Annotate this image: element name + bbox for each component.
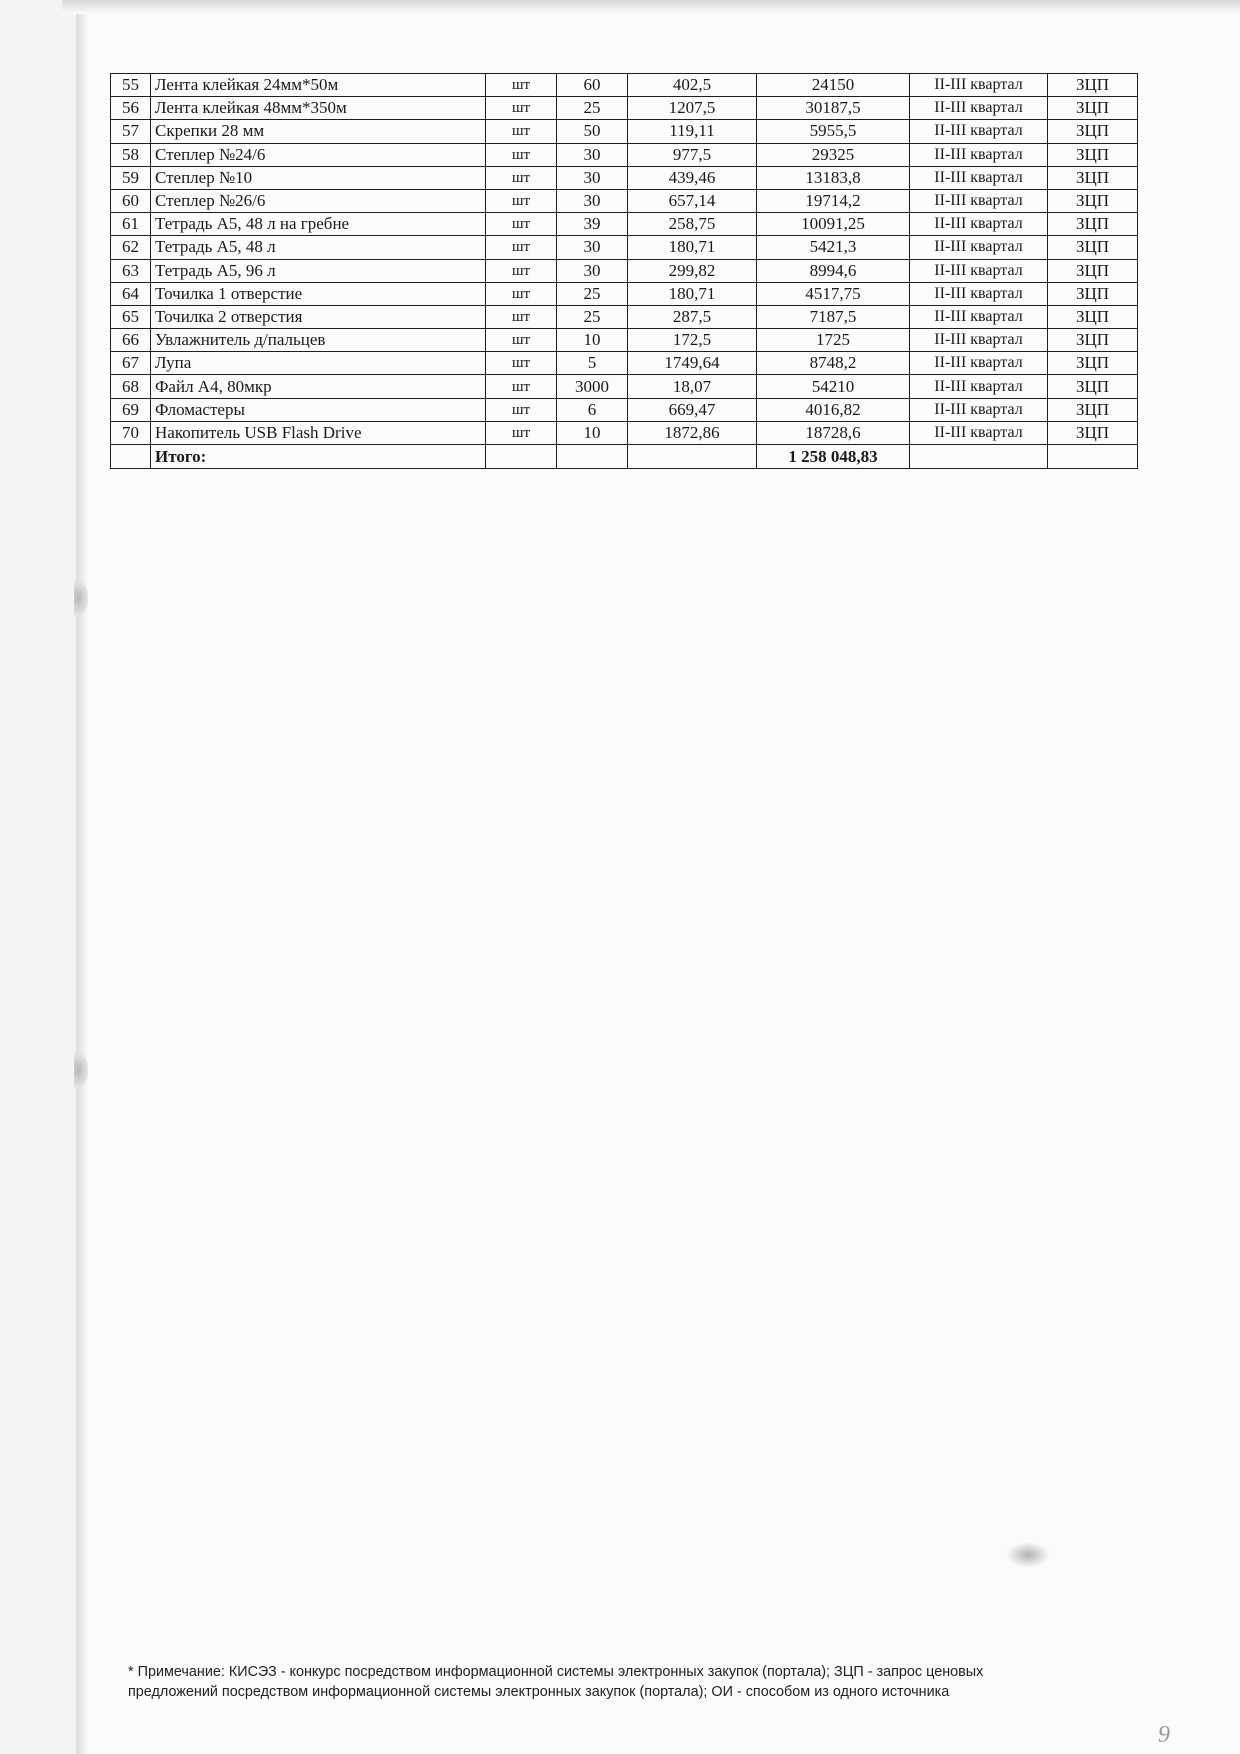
item-name: Лупа: [151, 352, 486, 375]
item-method: ЗЦП: [1048, 282, 1138, 305]
item-unit: шт: [486, 259, 557, 282]
item-method: ЗЦП: [1048, 421, 1138, 444]
item-period: II-III квартал: [910, 305, 1048, 328]
item-unit: шт: [486, 189, 557, 212]
row-number: 66: [111, 329, 151, 352]
row-number: 67: [111, 352, 151, 375]
item-price: 1872,86: [628, 421, 757, 444]
row-number: 58: [111, 143, 151, 166]
item-quantity: 30: [557, 236, 628, 259]
item-name: Увлажнитель д/пальцев: [151, 329, 486, 352]
item-unit: шт: [486, 352, 557, 375]
item-price: 402,5: [628, 74, 757, 97]
item-unit: шт: [486, 329, 557, 352]
item-name: Точилка 1 отверстие: [151, 282, 486, 305]
table-row: [111, 74, 1138, 97]
table-row: [111, 398, 1138, 421]
item-period: II-III квартал: [910, 189, 1048, 212]
total-label: Итого:: [151, 445, 486, 469]
item-sum: 54210: [757, 375, 910, 398]
item-method: ЗЦП: [1048, 259, 1138, 282]
item-period: II-III квартал: [910, 166, 1048, 189]
item-price: 657,14: [628, 189, 757, 212]
row-number: 56: [111, 97, 151, 120]
item-price: 172,5: [628, 329, 757, 352]
item-period: II-III квартал: [910, 282, 1048, 305]
item-period: II-III квартал: [910, 259, 1048, 282]
item-method: ЗЦП: [1048, 236, 1138, 259]
item-period: II-III квартал: [910, 74, 1048, 97]
item-price: 669,47: [628, 398, 757, 421]
item-period: II-III квартал: [910, 213, 1048, 236]
item-period: II-III квартал: [910, 143, 1048, 166]
item-method: ЗЦП: [1048, 74, 1138, 97]
table-row: [111, 375, 1138, 398]
page-number: 9: [1158, 1722, 1170, 1748]
item-sum: 10091,25: [757, 213, 910, 236]
item-price: 299,82: [628, 259, 757, 282]
item-method: ЗЦП: [1048, 97, 1138, 120]
item-name: Накопитель USB Flash Drive: [151, 421, 486, 444]
item-period: II-III квартал: [910, 329, 1048, 352]
footnote-line-2: предложений посредством информационной системы электронных закупок (портала); ОИ - способом из одного источника: [128, 1684, 950, 1700]
item-name: Тетрадь А5, 96 л: [151, 259, 486, 282]
item-quantity: 30: [557, 166, 628, 189]
item-unit: шт: [486, 97, 557, 120]
item-sum: 8994,6: [757, 259, 910, 282]
table-row: [111, 120, 1138, 143]
item-price: 1207,5: [628, 97, 757, 120]
item-name: Тетрадь А5, 48 л: [151, 236, 486, 259]
ink-smudge: [1006, 1542, 1050, 1568]
item-unit: шт: [486, 74, 557, 97]
item-quantity: 30: [557, 143, 628, 166]
item-sum: 7187,5: [757, 305, 910, 328]
item-sum: 5421,3: [757, 236, 910, 259]
total-empty-unit: [486, 445, 557, 469]
item-price: 439,46: [628, 166, 757, 189]
item-sum: 4517,75: [757, 282, 910, 305]
total-empty-num: [111, 445, 151, 469]
item-sum: 18728,6: [757, 421, 910, 444]
item-price: 18,07: [628, 375, 757, 398]
item-sum: 19714,2: [757, 189, 910, 212]
item-sum: 8748,2: [757, 352, 910, 375]
table-row: [111, 282, 1138, 305]
item-unit: шт: [486, 213, 557, 236]
item-unit: шт: [486, 398, 557, 421]
item-method: ЗЦП: [1048, 189, 1138, 212]
item-name: Точилка 2 отверстия: [151, 305, 486, 328]
table-row: [111, 97, 1138, 120]
item-unit: шт: [486, 143, 557, 166]
item-method: ЗЦП: [1048, 143, 1138, 166]
item-quantity: 6: [557, 398, 628, 421]
item-quantity: 25: [557, 97, 628, 120]
item-unit: шт: [486, 236, 557, 259]
item-period: II-III квартал: [910, 398, 1048, 421]
row-number: 59: [111, 166, 151, 189]
row-number: 68: [111, 375, 151, 398]
item-name: Степлер №10: [151, 166, 486, 189]
row-number: 69: [111, 398, 151, 421]
item-quantity: 10: [557, 421, 628, 444]
table-row: [111, 189, 1138, 212]
row-number: 63: [111, 259, 151, 282]
item-method: ЗЦП: [1048, 398, 1138, 421]
item-unit: шт: [486, 282, 557, 305]
footnote-line-1: * Примечание: КИСЭЗ - конкурс посредством информационной системы электронных закупок (портала); ЗЦП - запрос ценовых: [128, 1664, 984, 1680]
item-quantity: 25: [557, 305, 628, 328]
table-row: [111, 352, 1138, 375]
item-period: II-III квартал: [910, 421, 1048, 444]
item-name: Файл А4, 80мкр: [151, 375, 486, 398]
item-name: Лента клейкая 48мм*350м: [151, 97, 486, 120]
table-body: [111, 74, 1138, 469]
row-number: 62: [111, 236, 151, 259]
page-top-edge: [62, 0, 1240, 14]
binding-fold: [76, 0, 88, 1754]
item-quantity: 3000: [557, 375, 628, 398]
item-price: 180,71: [628, 236, 757, 259]
item-sum: 24150: [757, 74, 910, 97]
total-sum: 1 258 048,83: [757, 445, 910, 469]
item-quantity: 39: [557, 213, 628, 236]
item-period: II-III квартал: [910, 236, 1048, 259]
table-row: [111, 305, 1138, 328]
item-unit: шт: [486, 375, 557, 398]
item-price: 119,11: [628, 120, 757, 143]
item-sum: 13183,8: [757, 166, 910, 189]
item-name: Степлер №24/6: [151, 143, 486, 166]
total-empty-qty: [557, 445, 628, 469]
table-row: [111, 329, 1138, 352]
footnote: [128, 1662, 1088, 1702]
item-quantity: 5: [557, 352, 628, 375]
row-number: 64: [111, 282, 151, 305]
item-period: II-III квартал: [910, 97, 1048, 120]
row-number: 55: [111, 74, 151, 97]
table-row: [111, 143, 1138, 166]
item-name: Степлер №26/6: [151, 189, 486, 212]
item-unit: шт: [486, 120, 557, 143]
item-sum: 1725: [757, 329, 910, 352]
item-quantity: 50: [557, 120, 628, 143]
table-row: [111, 213, 1138, 236]
item-method: ЗЦП: [1048, 166, 1138, 189]
item-period: II-III квартал: [910, 375, 1048, 398]
item-quantity: 30: [557, 189, 628, 212]
row-number: 70: [111, 421, 151, 444]
item-method: ЗЦП: [1048, 329, 1138, 352]
item-price: 258,75: [628, 213, 757, 236]
total-empty-period: [910, 445, 1048, 469]
item-quantity: 25: [557, 282, 628, 305]
item-quantity: 30: [557, 259, 628, 282]
item-name: Тетрадь А5, 48 л на гребне: [151, 213, 486, 236]
item-method: ЗЦП: [1048, 375, 1138, 398]
item-period: II-III квартал: [910, 120, 1048, 143]
scan-left-margin: [0, 0, 78, 1754]
table-row: [111, 166, 1138, 189]
row-number: 61: [111, 213, 151, 236]
item-unit: шт: [486, 305, 557, 328]
total-row: [111, 445, 1138, 469]
row-number: 60: [111, 189, 151, 212]
item-method: ЗЦП: [1048, 213, 1138, 236]
row-number: 65: [111, 305, 151, 328]
item-method: ЗЦП: [1048, 305, 1138, 328]
item-price: 287,5: [628, 305, 757, 328]
item-name: Фломастеры: [151, 398, 486, 421]
item-quantity: 10: [557, 329, 628, 352]
table-row: [111, 259, 1138, 282]
item-sum: 4016,82: [757, 398, 910, 421]
item-unit: шт: [486, 421, 557, 444]
item-price: 180,71: [628, 282, 757, 305]
item-method: ЗЦП: [1048, 352, 1138, 375]
total-empty-method: [1048, 445, 1138, 469]
table-row: [111, 421, 1138, 444]
item-sum: 30187,5: [757, 97, 910, 120]
item-unit: шт: [486, 166, 557, 189]
item-sum: 5955,5: [757, 120, 910, 143]
item-name: Лента клейкая 24мм*50м: [151, 74, 486, 97]
table-row: [111, 236, 1138, 259]
row-number: 57: [111, 120, 151, 143]
item-name: Скрепки 28 мм: [151, 120, 486, 143]
item-price: 1749,64: [628, 352, 757, 375]
total-empty-price: [628, 445, 757, 469]
item-period: II-III квартал: [910, 352, 1048, 375]
procurement-items-table: [110, 73, 1138, 469]
item-sum: 29325: [757, 143, 910, 166]
item-quantity: 60: [557, 74, 628, 97]
item-method: ЗЦП: [1048, 120, 1138, 143]
item-price: 977,5: [628, 143, 757, 166]
